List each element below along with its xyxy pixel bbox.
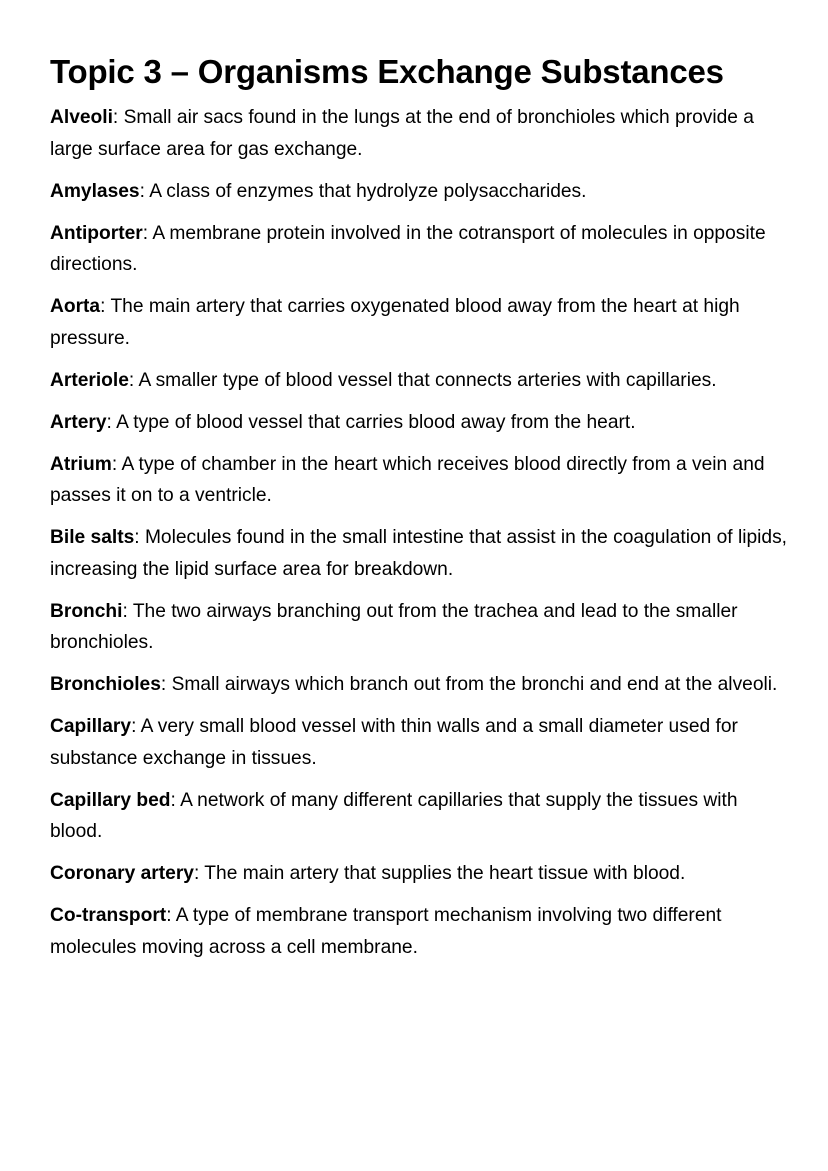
glossary-definition: A type of membrane transport mechanism involving two different molecules moving across a cell membrane.	[50, 905, 722, 958]
glossary-term: Alveoli	[50, 107, 113, 128]
glossary-entry: Artery: A type of blood vessel that carries blood away from the heart.	[50, 411, 636, 433]
glossary-term: Arteriole	[50, 369, 129, 391]
page-title: Topic 3 – Organisms Exchange Substances	[50, 53, 724, 90]
glossary-term: Bronchi	[50, 600, 123, 622]
glossary-term: Aorta	[50, 296, 101, 317]
glossary-term: Co-transport	[50, 905, 167, 926]
glossary-term: Antiporter	[50, 222, 143, 244]
glossary-entry: Atrium: A type of chamber in the heart which receives blood directly from a vein and passes it on to a ventricle.	[50, 453, 765, 506]
glossary-term: Amylases	[50, 180, 140, 202]
glossary-entry: Aorta: The main artery that carries oxygenated blood away from the heart at high pressure.	[50, 296, 740, 349]
glossary-term: Bronchioles	[50, 674, 161, 695]
glossary-definition: The main artery that carries oxygenated blood away from the heart at high pressure.	[50, 296, 740, 349]
glossary-definition: A smaller type of blood vessel that connects arteries with capillaries.	[138, 369, 717, 391]
glossary-entry: Capillary bed: A network of many different capillaries that supply the tissues with blood.	[50, 789, 738, 842]
glossary-entry: Arteriole: A smaller type of blood vessel that connects arteries with capillaries.	[50, 369, 717, 391]
glossary-term: Coronary artery	[50, 863, 194, 884]
glossary-definition: A class of enzymes that hydrolyze polysaccharides.	[149, 180, 587, 202]
glossary-entry: Bronchi: The two airways branching out from the trachea and lead to the smaller bronchioles.	[50, 600, 738, 653]
glossary-entry: Capillary: A very small blood vessel with thin walls and a small diameter used for substance exchange in tissues.	[50, 716, 738, 769]
document-page	[50, 50, 790, 974]
glossary-definition: A type of blood vessel that carries blood away from the heart.	[116, 411, 636, 433]
glossary-definition: Small airways which branch out from the bronchi and end at the alveoli.	[171, 674, 778, 695]
glossary-term: Capillary	[50, 716, 132, 737]
glossary-definition: Small air sacs found in the lungs at the end of bronchioles which provide a large surface area for gas exchange.	[50, 107, 754, 160]
glossary-definition: Molecules found in the small intestine that assist in the coagulation of lipids, increasing the lipid surface area for breakdown.	[50, 527, 788, 580]
glossary-definition: A membrane protein involved in the cotransport of molecules in opposite directions.	[50, 222, 766, 275]
glossary-entry: Antiporter: A membrane protein involved in the cotransport of molecules in opposite directions.	[50, 222, 766, 275]
glossary-term: Capillary bed	[50, 789, 171, 811]
glossary-entry: Alveoli: Small air sacs found in the lungs at the end of bronchioles which provide a large surface area for gas exchange.	[50, 107, 754, 160]
glossary-list	[50, 102, 790, 963]
glossary-definition: A very small blood vessel with thin walls and a small diameter used for substance exchange in tissues.	[50, 716, 738, 769]
glossary-entry: Bronchioles: Small airways which branch out from the bronchi and end at the alveoli.	[50, 674, 778, 695]
glossary-entry: Co-transport: A type of membrane transport mechanism involving two different molecules moving across a cell membrane.	[50, 905, 722, 958]
glossary-term: Bile salts	[50, 527, 135, 548]
glossary-definition: A network of many different capillaries that supply the tissues with blood.	[50, 789, 738, 842]
glossary-entry: Amylases: A class of enzymes that hydrolyze polysaccharides.	[50, 180, 587, 202]
glossary-definition: A type of chamber in the heart which receives blood directly from a vein and passes it on to a ventricle.	[50, 453, 765, 506]
glossary-term: Artery	[50, 411, 107, 433]
glossary-term: Atrium	[50, 453, 112, 475]
glossary-entry: Coronary artery: The main artery that supplies the heart tissue with blood.	[50, 863, 686, 884]
glossary-definition: The main artery that supplies the heart tissue with blood.	[204, 863, 686, 884]
glossary-entry: Bile salts: Molecules found in the small intestine that assist in the coagulation of lipids, increasing the lipid surface area for breakdown.	[50, 527, 788, 580]
glossary-definition: The two airways branching out from the trachea and lead to the smaller bronchioles.	[50, 600, 738, 653]
